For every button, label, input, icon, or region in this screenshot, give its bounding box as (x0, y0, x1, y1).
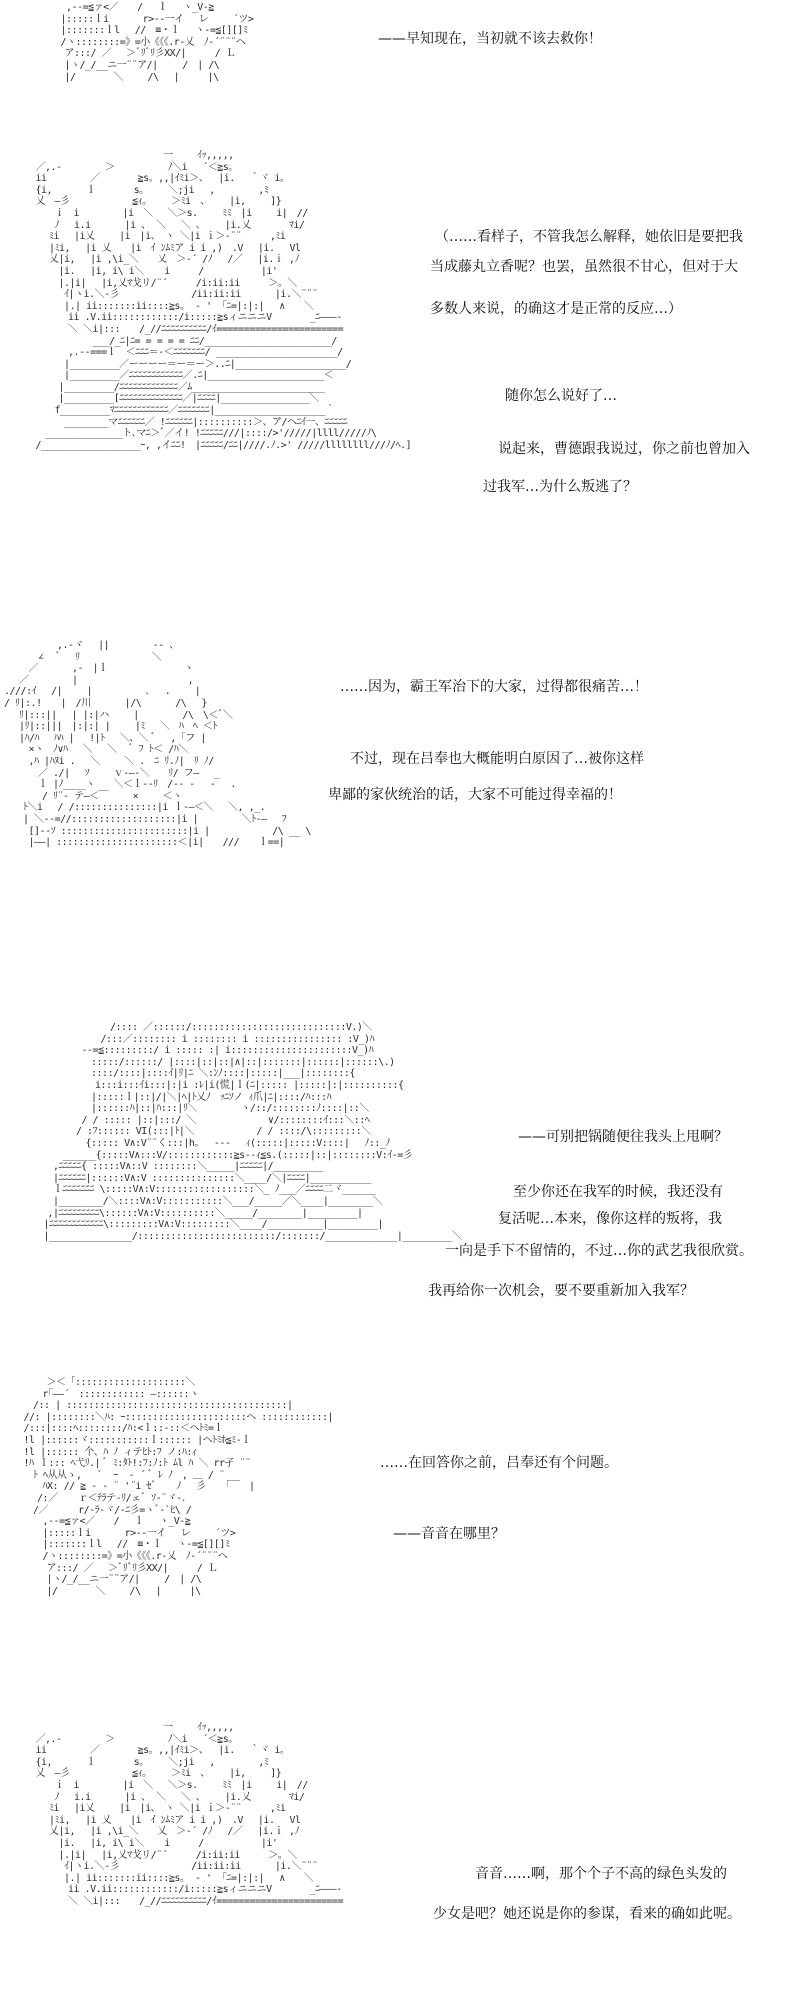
dialogue-line: 随你怎么说好了… (505, 388, 617, 404)
ascii-art-panel-4: /:::: ／::::::/::::::::::::::::::::::::::::V.)＼ /:::／:::::::: i :::::::: i :::::::::::::::: :V_)ﾊ --=≦:::::::::/ i ::::: :| i::::::::::::::::::::::V_)ﾊ :::::/::::::/ |::::|::|::|∧|::|:::::::|::::::|::::::\.) ::::/::::|::::ｲ|ﾘ|ﾆ ＼:ﾝﾉ::::|:::::|___|::::::::{ i:::i:::ｲi:::|:|i :ﾚ|i(慌|ｌ(ﾆ|::::: |:::::|:|::::::::::{ |:::::ｌ|::|/|＼|ﾍ|ﾄ乂ﾉ ｯﾆｿノ ｨ爪|ﾆ|::::/ﾊ:::ﾊ |::::::ﾊ|::|ﾊ:::|ﾘ＼ ヽ/::/::::::::ﾉ::::|::＼ / / ::::: |::|:::/ ＼ ∨/::::::::ｲ:::＼::ﾍ / :ﾌ:::::: VI(:::|ﾄ|＼ / / ::::/\:::::::::＼ {::::: V∧:V¨¨く:::|h。 ‐‐‐ ｨ(:::::|:::::V::::| ﾉ::_ﾉ ______{:::::V∧:::V/::::::::::::≧s--ｨ≦s.(:::::|::|::::::::V:ｲ-=彡 ,ﾆﾆﾆﾆﾆ{ :::::V∧::V ::::::::＼_____|ﾆﾆﾆﾆﾆ|/_________ |ﾆﾆﾆﾆﾆﾆ|::::::V∧:V :::::::::::::::＼____/＼|ﾆﾆﾆﾆ|___________ ｌﾆﾆﾆﾆﾆﾆﾆ \:::::V∧:V::::::::::::::::::＼_ ﾉ___／ﾆﾆﾆﾆ二ヾ______ |________/＼::::V∧:V:::::::::::＼___/_____／＼____|________＼ ,|ﾆﾆﾆﾆﾆﾆﾆﾆﾆ\::::::V∧:V::::::::::＼_____/________|_________| |ﾆﾆﾆﾆﾆﾆﾆﾆﾆﾆﾆﾆ\:::::::::V∧:V:::::::::＼____/__________|_________| |_______________/:::::::::::::::::::::::::/:::::::/_____________|_________＼ (43, 1022, 462, 1242)
dialogue-line: ……因为，霸王军治下的大家，过得都很痛苦…！ (340, 679, 648, 695)
dialogue-line: ——早知现在，当初就不该去救你！ (378, 31, 602, 47)
dialogue-line: ——音音在哪里？ (393, 1526, 505, 1542)
ascii-art-panel-2: 一 ｲｯ,,,,, ／,.- ＞ ﾉ＼i ´＜≧s。 ii ／ ≧s。,,|ｲﾐi＞、 |i. ｀ヾ i。 {i, ｌ s。 ＼;ji , ,ﾐ 乂 ―彡 ≦ｨ。 ＞ﾐi 、 |i, ]} ｉ i |i ＼ ＼＞s. ﾐﾐ |i i| // ﾉ i.i |i 、 ＼ ＼ 、 |i.乂 ﾏi/ ﾐi |i乂 |i |i、 ヽ ＼|i ｉ＞-¨¨ ,ﾐi |ﾐi, |i 乂 |i ｲ ﾝﾑﾐア i i ,) .V |i. Vl 乂|i, |i ,\i_＼ 乂 ＞-´ /ﾉ /／ |i.ｉ ,ﾉ |i. |i, i\ i＼ i / |i' |.|i| |i,乂ﾏ戈リ/¨´ /i:ii:ii ＞。＼ ｲ|ヽi.＼-彡 /ii:ii:ii |i.＼¨¨¨ |.| ii:::::::ii::::≧s。 ‐ ' 「ﾆ=|:|:| ∧ ＼ ii .V.ii::::::::::::/i:::::≧sィニニニV _ﾆ―――‐ ＼ ＼i|::: /_//ﾆﾆﾆﾆﾆﾆﾆﾆﾆﾆ/ｲ======================= ___/_ﾆ|ﾆ= = = = = ﾆﾆ/_______________________/ ,.--===ｌ ＜ﾆﾆﾆ＝-＜ﾆﾆﾆﾆﾆﾆﾆ/ ______________________/ |_________／ーーーー＝ー＝ー＞..ﾆ|____________________/ |_________／ﾆﾆﾆﾆﾆﾆﾆﾆﾆﾆﾆﾆ／.ﾆ|_____________________＜ |_________/ﾆﾆﾆﾆﾆﾆﾆﾆﾆﾆﾆﾆﾆ／ﾑ________________________ |_________[ﾆﾆﾆﾆﾆﾆﾆﾆﾆﾆﾆﾆﾆﾆ／|ﾆﾆﾆﾆ|________________＼ f_________ﾏﾆﾆﾆﾆﾆﾆﾆﾆﾆﾆﾆﾆ／ﾆﾆﾆﾆﾆﾆﾆ|____________________｀ ________マﾆﾆﾆﾆﾆﾆ／ !ﾆﾆﾆﾆﾆﾆ|::::::::::＞、ア/ヘﾆｲ一、ﾆﾆﾆﾆﾆ ______________ト､マﾆ＞ﾞ／イ! !ﾆﾆﾆﾆﾆ///|::::/>'/////|llll/////ﾉ\ /__________________ｰ, ,イﾆﾆ! |ﾆﾆﾆﾆﾆ/ﾆﾆ|////.ﾉ.>' /////llllllll///ﾉ/ﾍ.] (35, 150, 412, 451)
dialogue-line: 我再给你一次机会，要不要重新加入我军？ (428, 1283, 694, 1299)
dialogue-line: 至少你还在我军的时候，我还没有 (513, 1184, 723, 1200)
ascii-art-panel-5: ＞＜「::::::::::::::::::::＼ r｢――´ :::::::::::: ―::::::ヽ /:: | ::::::::::::::::::::::::::::::::::::::::| //: |::::::::＼ﾊ: ｰ::::::::::::::::::::::ヘ ::::::::::::| /:::|::::ﾍ::::::::/ﾊ:<ｌ::-::＜ヘﾄﾐ=ｌ !l |::::::ヾ:::::::::::ｌ:::::: |ヘﾄﾐﾎ≦ﾐ-ｌ !l |:::::: 个、ﾊ ﾉ ィテﾋﾄ:ﾌ ノ:ﾊ:ｨ !ﾊ ｌ::: ﾍ弋ﾘ.| ﾞ ﾐ:ﾀﾄ!:ﾌ:ﾉ:ﾄ ﾑl ﾊ ＼ rr孑 ¨¨ ﾄ ﾍ从从ゝ, ` ｰ ‐ ´ ﾞ ﾚ ﾉ , ＿ / ¨ ﾊX: // ≧ ‐ ‐ ¨ '̈ i ｾﾞ ﾉ 彡 「￣ | /:／ ｒ＜ﾃﾗテ-ﾘ/ェﾞ ｿ-¨ヾ-､ /／ r/-ﾗ-ヾ/-ﾆ彡=ヽﾞ-`ﾋ\ / ,--=≦ァ<／ / ｌ ヽ_V-≧ |:::::ｌi r>--一イ レ ´ツ> |:::::::ｌl // ≡・ｌ ヽ-=≦[][]ﾐ /ヽ::::::::=》=小《《《.r-乂 ﾉ-´¨¨¨ヘ ア:::/ ／ ＞ﾞﾘﾞﾘ彡XX/| / Ｌ |ヽ/_/__ニ一¨¨ア/| / | /\ |/ ＼ /\ | |\ (23, 1377, 334, 1597)
dialogue-line: 音音……啊，那个个子不高的绿色头发的 (475, 1866, 727, 1882)
dialogue-line: 说起来，曹德跟我说过，你之前也曾加入 (498, 441, 750, 457)
dialogue-line: 当成藤丸立香呢？也罢，虽然很不甘心，但对于大 (430, 259, 738, 275)
dialogue-line: 卑鄙的家伙统治的话，大家不可能过得幸福的！ (328, 787, 622, 803)
ascii-art-panel-3: ,.-ヾ || -- 、 ∠ ﾞ ﾘ ＼ ／ ,- |ｌ ヽ ／ | , .///:ｲ /| | ､ . | / ﾘ|:.! | /川 |/\ /\ } ﾘ|:::|| | |:|ハ | /\ \＜ﾞ＼ |ﾘ|::||| |:|:| | |ﾐ ＼ ﾊ ﾍ ＜ﾄ |ﾊ/ﾊ ﾊﾊ | !|ﾄ ＼、＼ ﾞ ,「フ | ×ヽ ﾉ∨ﾊ ＼ ＼ ﾞ ﾌ ﾄ＜ /ﾊ＼ ,ﾊ |ﾊﾇi . ＼ ＼ . ﾆ ﾘ.ﾉ| ﾘ ﾉ/ ／ ./| ｿ ｖ-―-＼ ﾘ/ フ― _ ｌ |ﾉ____ヽ ＼＜ｌ--ﾘ /-- - ‐ . / ﾘ¨‐ テ―＜￣ × ＜ヽ ﾄ＼i / /:::::::::::::::|i ｌ-―＜＼ ＼, ,_. | ＼-‐=//:::::::::::::::::::|i | ＼ﾄ-― ﾌ []--ｿ :::::::::::::::::::::::|i | /\ __ \ |――| ::::::::::::::::::::::＜|i| /// ｌ==| (4, 640, 311, 849)
dialogue-line: 多数人来说，的确这才是正常的反应…） (430, 301, 682, 317)
dialogue-line: 少女是吧？她还说是你的参谋，看来的确如此呢。 (433, 1906, 741, 1922)
dialogue-line: ——可别把锅随便往我头上甩啊？ (518, 1129, 728, 1145)
ascii-art-panel-6: 一 ｲｯ,,,,, ／,.- ＞ ﾉ＼i ´＜≧s。 ii ／ ≧s。,,|ｲﾐi＞、 |i. ｀ヾ i。 {i, ｌ s。 ＼;ji , ,ﾐ 乂 ―彡 ≦ｨ。 ＞ﾐi 、 |i, ]} ｉ i |i ＼ ＼＞s. ﾐﾐ |i i| // ﾉ i.i |i 、 ＼ ＼ 、 |i.乂 ﾏi/ ﾐi |i乂 |i |i、 ヽ ＼|i ｉ＞-¨¨ ,ﾐi |ﾐi, |i 乂 |i ｲ ﾝﾑﾐア i i ,) .V |i. Vl 乂|i, |i ,\i_＼ 乂 ＞-´ /ﾉ /／ |i.ｉ ,ﾉ |i. |i, i\ i＼ i / |i' |.|i| |i,乂ﾏ戈リ/¨´ /i:ii:ii ＞。＼ ｲ|ヽi.＼-彡 /ii:ii:ii |i.＼¨¨¨ |.| ii:::::::ii::::≧s。 ‐ ' 「ﾆ=|:|:| ∧ ＼ ii .V.ii::::::::::::/i:::::≧sィニニニV _ﾆ―――‐ ＼ ＼i|::: /_//ﾆﾆﾆﾆﾆﾆﾆﾆﾆﾆ/ｲ======================= (35, 1722, 344, 1907)
dialogue-line: 过我军…为什么叛逃了？ (483, 479, 637, 495)
ascii-art-panel-1: ,--=≦ァ<／ / ｌ ヽ_V-≧ |:::::ｌi r>--一イ レ ´ツ> |:::::::ｌl // ≡・ｌ ヽ-=≦[][]ﾐ /ヽ::::::::=》=小《《《.r-乂 ﾉ-´¨¨¨ヘ ア:::/ ／ ＞ﾞﾘﾞﾘ彡XX/| / Ｌ |ヽ/_/__ニ一¨¨ア/| / | /\ |/ ＼ /\ | |\ (60, 2, 254, 83)
dialogue-line: 复活呢…本来，像你这样的叛将，我 (498, 1211, 722, 1227)
dialogue-line: ……在回答你之前，吕奉还有个问题。 (380, 1455, 618, 1471)
dialogue-line: 一向是手下不留情的，不过…你的武艺我很欣赏。 (445, 1243, 753, 1259)
dialogue-line: （……看样子，不管我怎么解释，她依旧是要把我 (435, 229, 743, 245)
dialogue-line: 不过，现在吕奉也大概能明白原因了…被你这样 (350, 751, 644, 767)
